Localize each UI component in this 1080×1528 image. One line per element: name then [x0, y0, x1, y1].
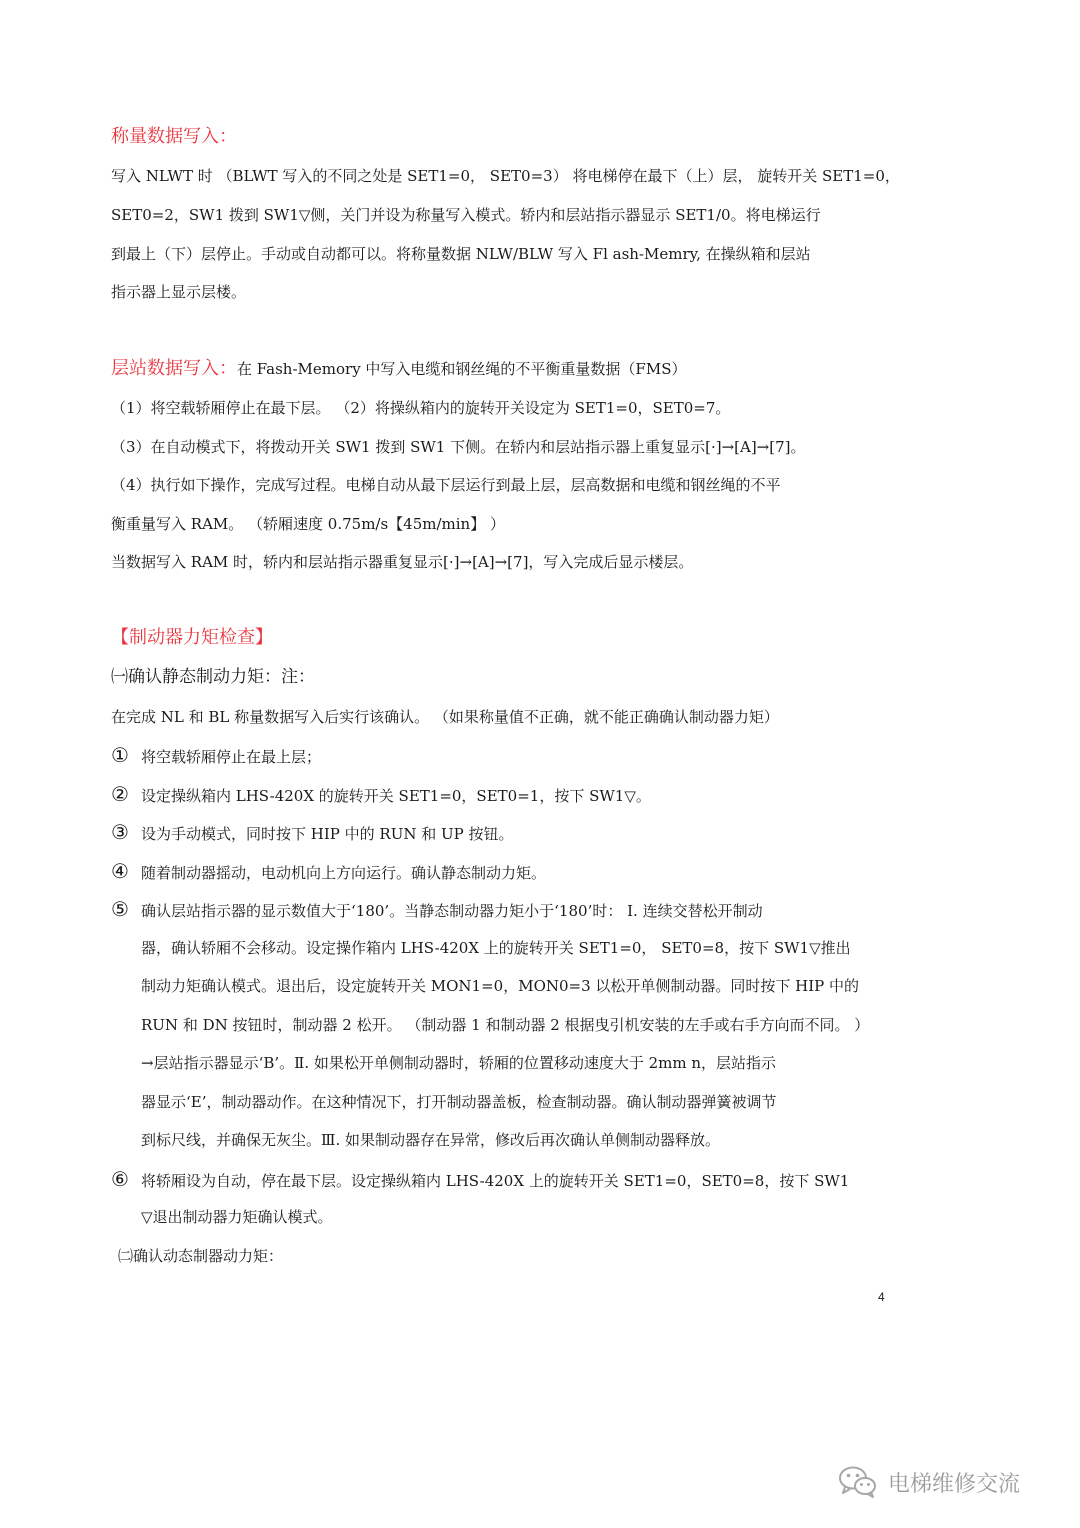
- paragraph-line: 器，确认轿厢不会移动。设定操作箱内 LHS-420X 上的旋转开关 SET1=0， SET0=8，按下 SW1▽推出: [141, 939, 851, 957]
- paragraph-line: 到最上（下）层停止。手动或自动都可以。将称量数据 NLW/BLW 写入 Fl ash-Memry, 在操纵箱和层站: [111, 245, 811, 263]
- item-number: ⑤: [111, 897, 129, 921]
- list-item: [111, 821, 514, 845]
- item-number: ⑥: [111, 1167, 129, 1191]
- paragraph-line: 当数据写入 RAM 时，轿内和层站指示器重复显示[·]→[A]→[7]，写入完成后显示楼层。: [111, 553, 694, 571]
- item-text: 设为手动模式，同时按下 HIP 中的 RUN 和 UP 按钮。: [141, 825, 514, 843]
- item-text: 确认层站指示器的显示数值大于‘180’。当静态制动器力矩小于‘180’时： Ⅰ. 连续交替松开制动: [141, 902, 763, 920]
- paragraph-line: （1）将空载轿厢停止在最下层。 （2）将操纵箱内的旋转开关设定为 SET1=0，SET0=7。: [111, 399, 731, 417]
- item-text: 将轿厢设为自动，停在最下层。设定操纵箱内 LHS-420X 上的旋转开关 SET1=0，SET0=8，按下 SW1: [141, 1172, 850, 1190]
- section-heading-line: [111, 356, 686, 382]
- section-title-brake: 【制动器力矩检查】: [111, 627, 273, 648]
- paragraph-line: 器显示‘E’，制动器动作。在这种情况下，打开制动器盖板，检查制动器。确认制动器弹簧被调节: [141, 1093, 777, 1111]
- paragraph-line: RUN 和 DN 按钮时，制动器 2 松开。 （制动器 1 和制动器 2 根据曳引机安装的左手或右手方向而不同。 ）: [141, 1016, 870, 1034]
- subsection-static: ㈠确认静态制动力矩：注：: [111, 667, 315, 687]
- item-number: ②: [111, 782, 129, 806]
- paragraph-line: 衡重量写入 RAM。 （轿厢速度 0.75m/s【45m/min】 ）: [111, 515, 505, 533]
- item-number: ①: [111, 743, 129, 767]
- paragraph-line: SET0=2，SW1 拨到 SW1▽侧，关门并设为称量写入模式。轿内和层站指示器显示 SET1/0。将电梯运行: [111, 206, 821, 224]
- paragraph-line: ▽退出制动器力矩确认模式。: [141, 1208, 333, 1226]
- paragraph-line: （3）在自动模式下，将拨动开关 SW1 拨到 SW1 下侧。在轿内和层站指示器上重复显示[·]→[A]→[7]。: [111, 438, 806, 456]
- list-item: [111, 744, 321, 768]
- paragraph-line: 写入 NLWT 时 （BLWT 写入的不同之处是 SET1=0， SET0=3） 将电梯停在最下（上）层， 旋转开关 SET1=0，: [111, 167, 900, 185]
- list-item: [111, 898, 763, 922]
- paragraph-line: 在完成 NL 和 BL 称量数据写入后实行该确认。 （如果称量值不正确，就不能正确确认制动器力矩）: [111, 708, 779, 726]
- watermark: [838, 1462, 1020, 1502]
- paragraph-line: →层站指示器显示‘B’。Ⅱ. 如果松开单侧制动器时，轿厢的位置移动速度大于 2mm n，层站指示: [141, 1054, 777, 1072]
- paragraph-line: （4）执行如下操作，完成写过程。电梯自动从最下层运行到最上层，层高数据和电缆和钢丝绳的不平: [111, 476, 781, 494]
- item-number: ③: [111, 820, 129, 844]
- watermark-text: 电梯维修交流: [888, 1471, 1021, 1497]
- item-text: 随着制动器摇动，电动机向上方向运行。确认静态制动力矩。: [141, 864, 547, 882]
- item-number: ④: [111, 859, 129, 883]
- section-title-rest: 在 Fash-Memory 中写入电缆和钢丝绳的不平衡重量数据（FMS）: [237, 360, 687, 378]
- page-number: 4: [878, 1290, 885, 1304]
- list-item: [111, 860, 546, 884]
- section-title-weighing: 称量数据写入：: [111, 126, 237, 147]
- item-text: 将空载轿厢停止在最上层；: [141, 748, 322, 766]
- list-item: [111, 783, 651, 807]
- subsection-dynamic: ㈡确认动态制器动力矩：: [118, 1247, 284, 1265]
- wechat-icon: [838, 1465, 878, 1499]
- paragraph-line: 指示器上显示层楼。: [111, 283, 247, 301]
- paragraph-line: 到标尺线，并确保无灰尘。Ⅲ. 如果制动器存在异常，修改后再次确认单侧制动器释放。: [141, 1131, 721, 1149]
- item-text: 设定操纵箱内 LHS-420X 的旋转开关 SET1=0，SET0=1，按下 SW1▽。: [141, 787, 651, 805]
- paragraph-line: 制动力矩确认模式。退出后，设定旋转开关 MON1=0，MON0=3 以松开单侧制动器。同时按下 HIP 中的: [141, 977, 860, 995]
- section-title-landing: 层站数据写入：: [111, 358, 237, 379]
- list-item: [111, 1168, 849, 1192]
